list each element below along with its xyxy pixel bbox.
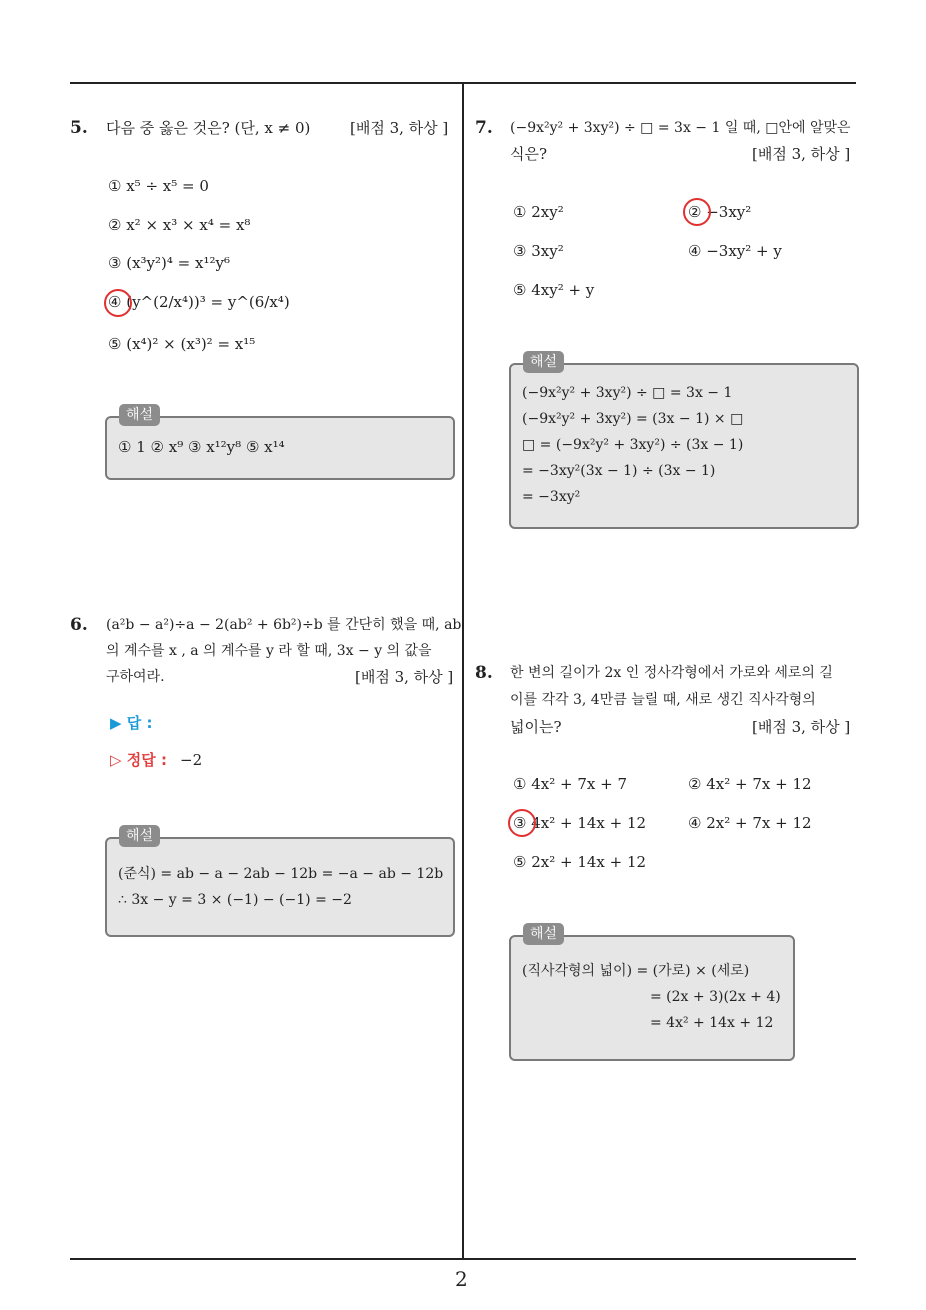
q5-option-3[interactable]: ③ (x³y²)⁴ = x¹²y⁶ [108,254,230,272]
q7-selected-mark [683,198,711,226]
q5-option-2[interactable]: ② x² × x³ × x⁴ = x⁸ [108,216,251,234]
q7-number: 7. [475,118,493,138]
q8-option-4[interactable]: ④ 2x² + 7x + 12 [688,814,812,832]
q8-option-2[interactable]: ② 4x² + 7x + 12 [688,775,812,793]
q7-option-3[interactable]: ③ 3xy² [513,242,564,260]
q8-stem-line-2: 이를 각각 3, 4만큼 늘릴 때, 새로 생긴 직사각형의 [510,692,816,708]
q7-solution-line-4: = −3xy²(3x − 1) ÷ (3x − 1) [522,463,716,479]
q6-solution-tag: 해설 [119,825,160,847]
q7-solution-line-5: = −3xy² [522,489,581,505]
q6-correct-label: ▷ 정답 : [110,751,167,769]
q7-option-1[interactable]: ① 2xy² [513,203,564,221]
q8-solution-line-3: = 4x² + 14x + 12 [650,1015,774,1031]
q6-stem-line-3: 구하여라. [106,669,165,685]
q6-number: 6. [70,615,88,635]
q7-solution-line-2: (−9x²y² + 3xy²) = (3x − 1) × □ [522,411,744,427]
q6-stem-line-1: (a²b − a²)÷a − 2(ab² + 6b²)÷b 를 간단히 했을 때, ab [106,617,462,633]
q5-number: 5. [70,118,88,138]
q5-option-5[interactable]: ⑤ (x⁴)² × (x³)² = x¹⁵ [108,335,256,353]
q5-solution-tag: 해설 [119,404,160,426]
q7-option-5[interactable]: ⑤ 4xy² + y [513,281,595,299]
q6-stem-line-2: 의 계수를 x , a 의 계수를 y 라 할 때, 3x − y 의 값을 [106,643,432,659]
q5-meta: [배점 3, 하상 ] [350,119,449,137]
q7-meta: [배점 3, 하상 ] [752,145,851,163]
q5-solution-text: ① 1 ② x⁹ ③ x¹²y⁸ ⑤ x¹⁴ [118,438,285,456]
q6-solution-line-2: ∴ 3x − y = 3 × (−1) − (−1) = −2 [118,892,352,908]
q8-meta: [배점 3, 하상 ] [752,718,851,736]
q8-option-5[interactable]: ⑤ 2x² + 14x + 12 [513,853,647,871]
q7-solution-line-1: (−9x²y² + 3xy²) ÷ □ = 3x − 1 [522,385,733,401]
q7-option-4[interactable]: ④ −3xy² + y [688,242,782,260]
q7-solution-tag: 해설 [523,351,564,373]
q6-meta: [배점 3, 하상 ] [355,668,454,686]
q7-stem-line-2: 식은? [510,145,548,163]
q8-solution-line-1: (직사각형의 넓이) = (가로) × (세로) [522,963,750,979]
q7-option-2[interactable]: ② −3xy² [688,203,752,221]
q7-stem-line-1: (−9x²y² + 3xy²) ÷ □ = 3x − 1 일 때, □안에 알맞은 [510,120,851,136]
q8-solution-tag: 해설 [523,923,564,945]
q6-solution-line-1: (준식) = ab − a − 2ab − 12b = −a − ab − 12b [118,866,444,882]
q5-selected-mark [104,289,132,317]
q8-selected-mark [508,809,536,837]
q5-stem: 다음 중 옳은 것은? (단, x ≠ 0) [106,119,311,137]
q5-option-1[interactable]: ① x⁵ ÷ x⁵ = 0 [108,177,209,195]
q8-option-1[interactable]: ① 4x² + 7x + 7 [513,775,627,793]
q8-solution-line-2: = (2x + 3)(2x + 4) [650,989,781,1005]
bottom-rule [70,1258,856,1260]
q5-option-4[interactable]: ④ (y^(2/x⁴))³ = y^(6/x⁴) [108,293,290,311]
q8-number: 8. [475,663,493,683]
q7-solution-line-3: □ = (−9x²y² + 3xy²) ÷ (3x − 1) [522,437,744,453]
q8-stem-line-1: 한 변의 길이가 2x 인 정사각형에서 가로와 세로의 길 [510,665,833,681]
q8-option-3[interactable]: ③ 4x² + 14x + 12 [513,814,647,832]
q6-correct-value: −2 [180,751,203,769]
q8-stem-line-3: 넓이는? [510,718,562,736]
column-divider [462,84,464,1259]
q6-answer-label[interactable]: ▶ 답 : [110,714,153,732]
page-number: 2 [455,1267,468,1291]
